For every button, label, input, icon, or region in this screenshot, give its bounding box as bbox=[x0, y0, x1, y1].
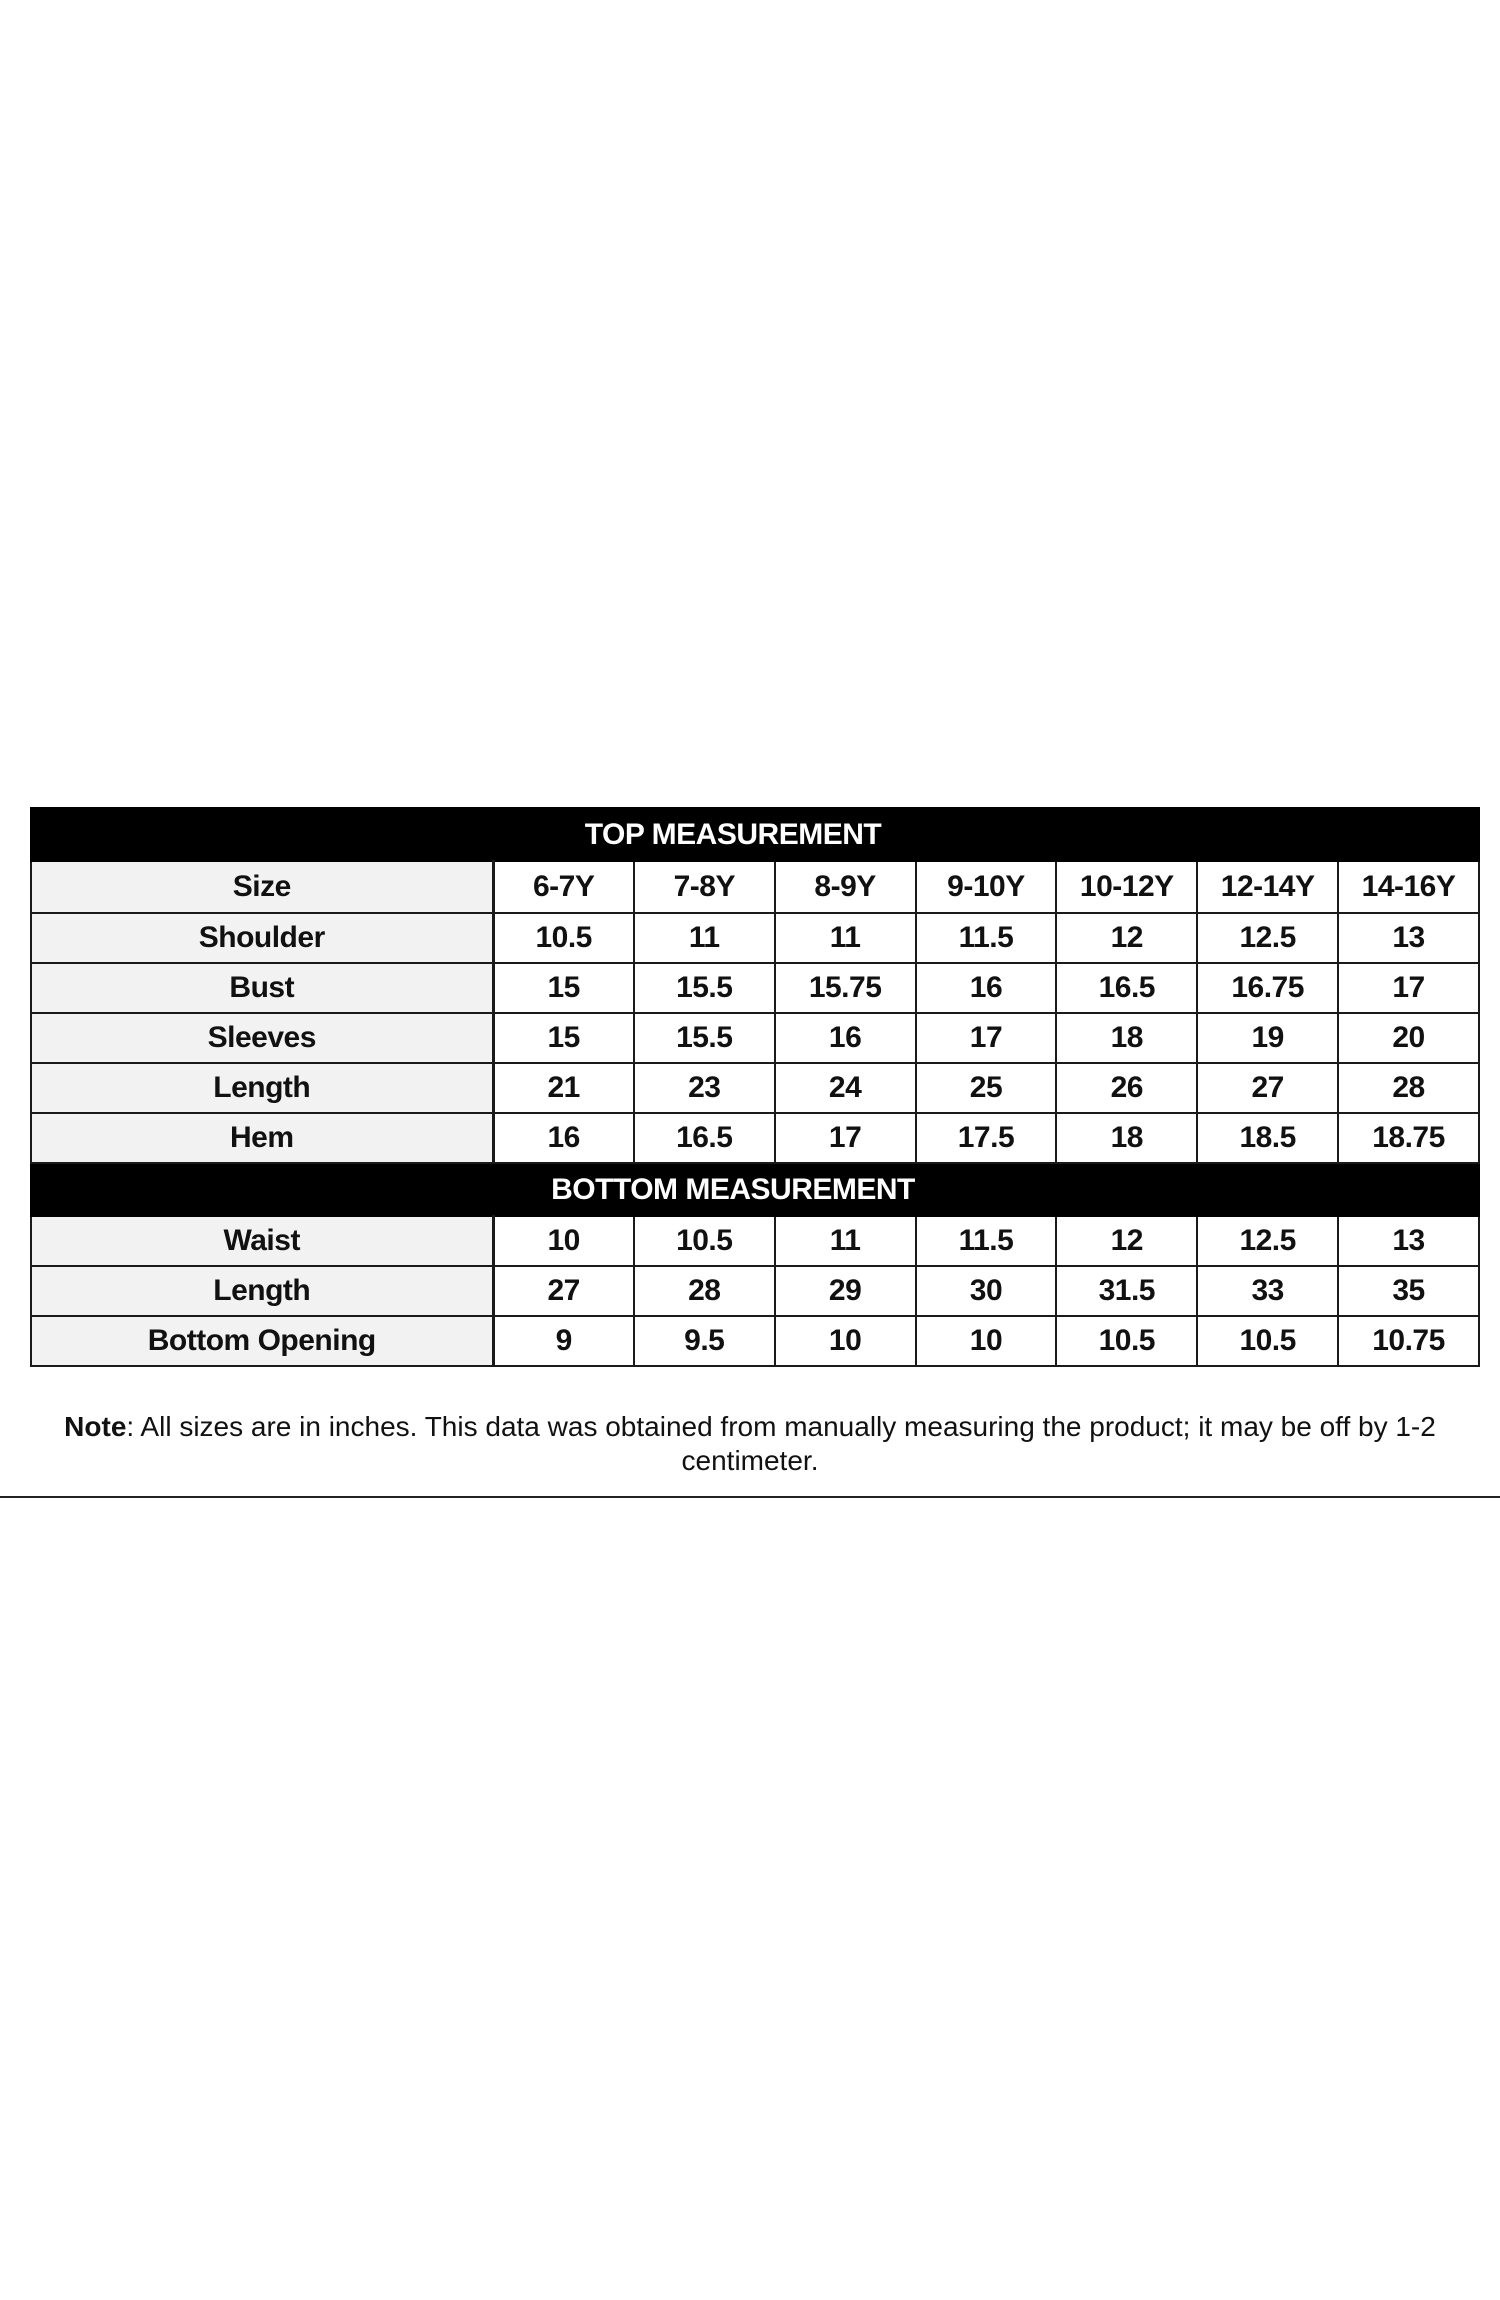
row-label: Length bbox=[31, 1266, 493, 1316]
table-cell: 9.5 bbox=[634, 1316, 775, 1366]
table-cell: 13 bbox=[1338, 1216, 1479, 1266]
table-cell: 11 bbox=[775, 913, 916, 963]
table-cell: 16 bbox=[916, 963, 1057, 1013]
bottom-section-header bbox=[31, 1163, 1479, 1216]
table-row bbox=[31, 913, 1479, 963]
table-cell: 11.5 bbox=[916, 913, 1057, 963]
table-cell: 16.5 bbox=[634, 1113, 775, 1163]
table-cell: 23 bbox=[634, 1063, 775, 1113]
table-cell: 26 bbox=[1056, 1063, 1197, 1113]
table-row bbox=[31, 1113, 1479, 1163]
table-row bbox=[31, 1316, 1479, 1366]
table-cell: 10.5 bbox=[493, 913, 634, 963]
table-cell: 11 bbox=[775, 1216, 916, 1266]
row-label: Sleeves bbox=[31, 1013, 493, 1063]
divider bbox=[0, 1496, 1500, 1498]
measurement-note bbox=[0, 1410, 1500, 1478]
table-cell: 29 bbox=[775, 1266, 916, 1316]
table-cell: 17.5 bbox=[916, 1113, 1057, 1163]
table-cell: 15.5 bbox=[634, 963, 775, 1013]
size-header-cell: 10-12Y bbox=[1056, 861, 1197, 913]
row-label: Bottom Opening bbox=[31, 1316, 493, 1366]
row-label: Shoulder bbox=[31, 913, 493, 963]
table-cell: 13 bbox=[1338, 913, 1479, 963]
row-label: Bust bbox=[31, 963, 493, 1013]
top-section-title: TOP MEASUREMENT bbox=[584, 817, 882, 851]
table-cell: 28 bbox=[1338, 1063, 1479, 1113]
table-row bbox=[31, 1063, 1479, 1113]
table-cell: 28 bbox=[634, 1266, 775, 1316]
table-cell: 18 bbox=[1056, 1013, 1197, 1063]
size-header-cell: 12-14Y bbox=[1197, 861, 1338, 913]
table-cell: 31.5 bbox=[1056, 1266, 1197, 1316]
note-text: : All sizes are in inches. This data was obtained from manually measuring the product; it may be off by 1-2 centimeter. bbox=[126, 1411, 1436, 1476]
table-cell: 12 bbox=[1056, 1216, 1197, 1266]
table-cell: 19 bbox=[1197, 1013, 1338, 1063]
table-cell: 27 bbox=[1197, 1063, 1338, 1113]
size-header-row bbox=[31, 861, 1479, 913]
table-cell: 33 bbox=[1197, 1266, 1338, 1316]
table-cell: 11.5 bbox=[916, 1216, 1057, 1266]
table-cell: 15 bbox=[493, 1013, 634, 1063]
table-row bbox=[31, 1266, 1479, 1316]
table-cell: 24 bbox=[775, 1063, 916, 1113]
table-cell: 15.5 bbox=[634, 1013, 775, 1063]
table-cell: 12.5 bbox=[1197, 913, 1338, 963]
table-cell: 27 bbox=[493, 1266, 634, 1316]
table-cell: 10.5 bbox=[634, 1216, 775, 1266]
table-cell: 30 bbox=[916, 1266, 1057, 1316]
top-section-header bbox=[31, 808, 1479, 861]
table-row bbox=[31, 1216, 1479, 1266]
table-cell: 10 bbox=[775, 1316, 916, 1366]
table-cell: 18.5 bbox=[1197, 1113, 1338, 1163]
size-table bbox=[30, 807, 1480, 1367]
size-header-cell: 6-7Y bbox=[493, 861, 634, 913]
table-cell: 20 bbox=[1338, 1013, 1479, 1063]
table-cell: 16 bbox=[493, 1113, 634, 1163]
size-header-cell: 14-16Y bbox=[1338, 861, 1479, 913]
table-cell: 12 bbox=[1056, 913, 1197, 963]
table-cell: 17 bbox=[1338, 963, 1479, 1013]
row-label: Length bbox=[31, 1063, 493, 1113]
table-cell: 11 bbox=[634, 913, 775, 963]
table-cell: 10.75 bbox=[1338, 1316, 1479, 1366]
table-cell: 15 bbox=[493, 963, 634, 1013]
size-header-cell: 9-10Y bbox=[916, 861, 1057, 913]
table-cell: 16.75 bbox=[1197, 963, 1338, 1013]
table-cell: 18.75 bbox=[1338, 1113, 1479, 1163]
table-cell: 35 bbox=[1338, 1266, 1479, 1316]
table-cell: 16.5 bbox=[1056, 963, 1197, 1013]
size-header-cell: 8-9Y bbox=[775, 861, 916, 913]
table-cell: 10.5 bbox=[1056, 1316, 1197, 1366]
table-cell: 25 bbox=[916, 1063, 1057, 1113]
note-label: Note bbox=[64, 1411, 127, 1442]
table-cell: 21 bbox=[493, 1063, 634, 1113]
table-cell: 15.75 bbox=[775, 963, 916, 1013]
table-cell: 17 bbox=[775, 1113, 916, 1163]
bottom-section-title: BOTTOM MEASUREMENT bbox=[551, 1172, 915, 1206]
table-cell: 17 bbox=[916, 1013, 1057, 1063]
table-row bbox=[31, 1013, 1479, 1063]
table-cell: 10 bbox=[916, 1316, 1057, 1366]
table-cell: 12.5 bbox=[1197, 1216, 1338, 1266]
size-header-label: Size bbox=[31, 861, 493, 913]
size-header-cell: 7-8Y bbox=[634, 861, 775, 913]
size-chart bbox=[30, 807, 1478, 1367]
table-cell: 18 bbox=[1056, 1113, 1197, 1163]
table-row bbox=[31, 963, 1479, 1013]
table-cell: 10 bbox=[493, 1216, 634, 1266]
table-cell: 16 bbox=[775, 1013, 916, 1063]
row-label: Hem bbox=[31, 1113, 493, 1163]
table-cell: 10.5 bbox=[1197, 1316, 1338, 1366]
table-cell: 9 bbox=[493, 1316, 634, 1366]
row-label: Waist bbox=[31, 1216, 493, 1266]
